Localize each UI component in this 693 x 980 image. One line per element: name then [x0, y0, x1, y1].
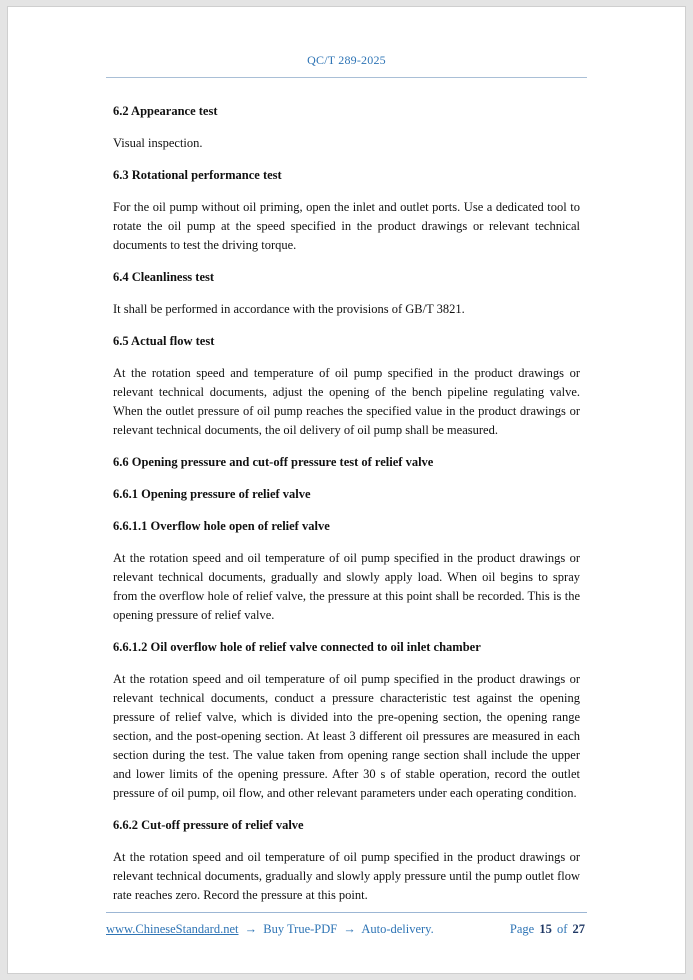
paragraph: At the rotation speed and oil temperature of oil pump specified in the product drawings or relevant technical documents, conduct a pressure characteristic test against the opening pressure of relief valve, which is divided into the pre-opening section, the opening range section, and the post-opening section. At least 3 different oil pressures are measured in each section during the test. The value taken from opening range section shall include the upper and lower limits of the opening pressure. After 30 s of stable operation, record the outlet pressure of oil pump, oil flow, and other relevant parameters under each operating condition.: [113, 672, 580, 800]
section-heading-6-3: 6.3 Rotational performance test: [113, 168, 282, 182]
paragraph: At the rotation speed and oil temperature of oil pump specified in the product drawings or relevant technical documents, gradually and slowly apply pressure until the pump outlet flow rate reaches zero. Record the pressure at this point.: [113, 850, 580, 902]
section-heading-6-6-1-2: 6.6.1.2 Oil overflow hole of relief valve connected to oil inlet chamber: [113, 640, 481, 654]
buy-true-pdf-label: Buy True-PDF: [263, 922, 338, 936]
paragraph: It shall be performed in accordance with the provisions of GB/T 3821.: [113, 302, 465, 316]
arrow-icon: →: [244, 922, 258, 936]
document-body: [113, 102, 580, 918]
section-heading-6-6-1: 6.6.1 Opening pressure of relief valve: [113, 487, 311, 501]
paragraph: For the oil pump without oil priming, open the inlet and outlet ports. Use a dedicated tool to rotate the oil pump at the speed specified in the product drawings or relevant technical documents to test the driving torque.: [113, 200, 580, 252]
footer-links: [106, 922, 434, 937]
section-heading-6-2: 6.2 Appearance test: [113, 104, 218, 118]
paragraph: At the rotation speed and temperature of oil pump specified in the product drawings or relevant technical documents, adjust the opening of the bench pipeline regulating valve. When the outlet pressure of oil pump reaches the specified value in the product drawings or relevant technical documents, the oil delivery of oil pump shall be measured.: [113, 366, 580, 437]
paragraph: At the rotation speed and oil temperature of oil pump specified in the product drawings or relevant technical documents, gradually and slowly apply load. When oil begins to spray from the overflow hole of relief valve, the pressure at this point shall be recorded. This is the opening pressure of relief valve.: [113, 551, 580, 622]
section-heading-6-4: 6.4 Cleanliness test: [113, 270, 215, 284]
current-page-number: 15: [539, 922, 552, 936]
section-heading-6-6-2: 6.6.2 Cut-off pressure of relief valve: [113, 818, 304, 832]
page-label: Page: [509, 922, 535, 936]
total-page-number: 27: [572, 922, 585, 936]
paragraph: Visual inspection.: [113, 136, 203, 150]
document-page: [7, 6, 686, 974]
page-header: [8, 53, 685, 68]
section-heading-6-6: 6.6 Opening pressure and cut-off pressure test of relief valve: [113, 455, 434, 469]
arrow-icon: →: [343, 922, 356, 936]
standard-number: QC/T 289-2025: [307, 53, 386, 67]
page-indicator: [510, 922, 587, 937]
of-label: of: [556, 922, 568, 936]
section-heading-6-5: 6.5 Actual flow test: [113, 334, 215, 348]
section-heading-6-6-1-1: 6.6.1.1 Overflow hole open of relief valve: [113, 519, 330, 533]
header-rule: [106, 77, 587, 78]
chinesestandard-link[interactable]: www.ChineseStandard.net: [106, 922, 239, 936]
auto-delivery-label: Auto-delivery.: [361, 922, 434, 936]
page-footer: [106, 912, 587, 937]
